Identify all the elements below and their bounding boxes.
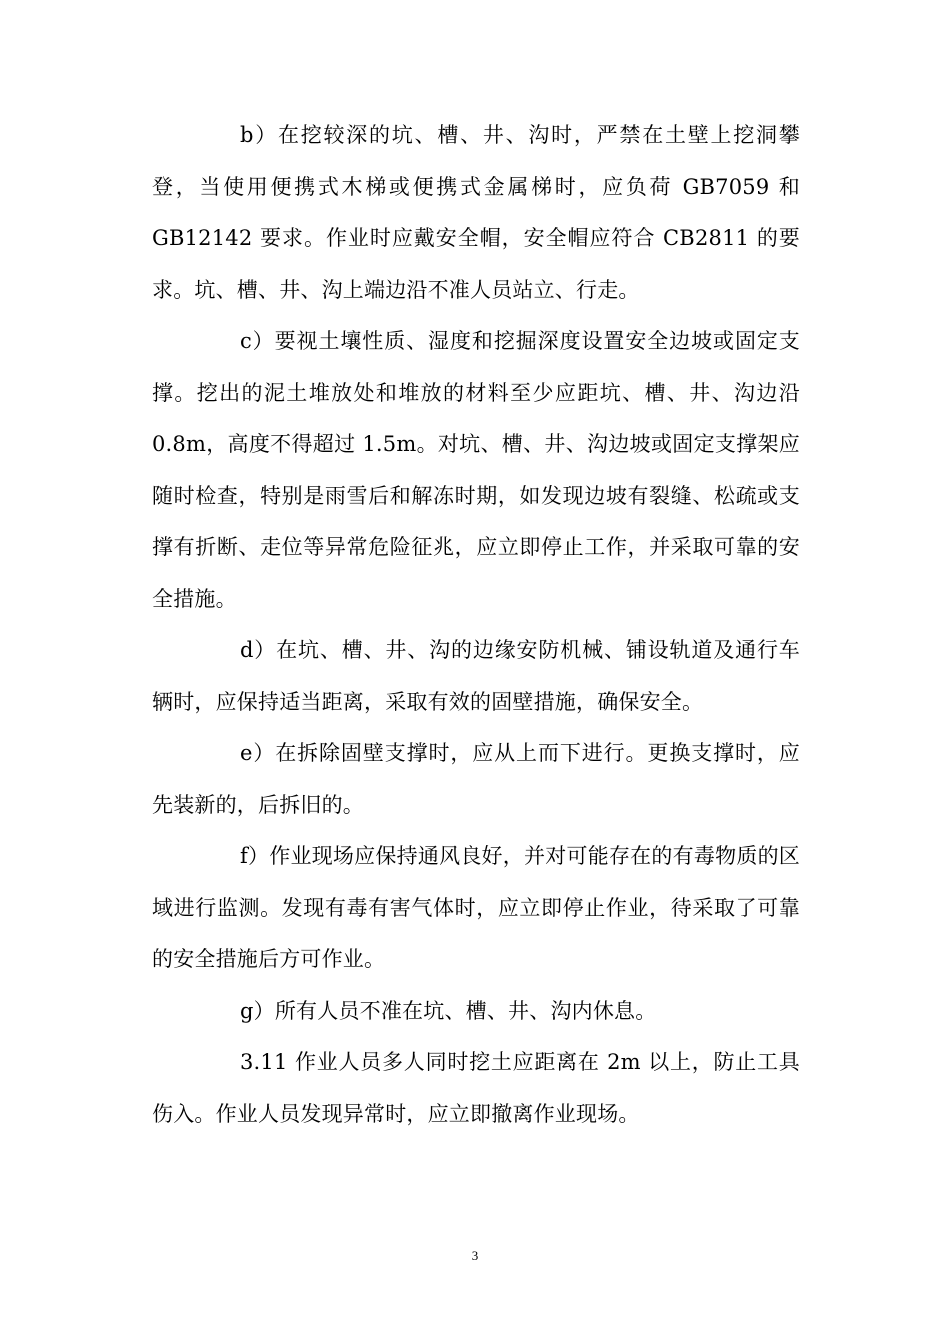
paragraph-f: f）作业现场应保持通风良好，并对可能存在的有毒物质的区域进行监测。发现有毒有害气体时，应立即停止作业，待采取了可靠的安全措施后方可作业。 [152,844,800,971]
paragraph-c: c）要视土壤性质、湿度和挖掘深度设置安全边坡或固定支撑。挖出的泥土堆放处和堆放的材料至少应距坑、槽、井、沟边沿 0.8m，高度不得超过 1.5m。对坑、槽、井、沟边坡或固定支撑架应随时检查，特别是雨雪后和解冻时期，如发现边坡有裂缝、松疏或支撑有折断、走位等异常危险征兆，应立即停止工作，并采取可靠的安全措施。 [152,329,800,611]
paragraph-3-11: 3.11 作业人员多人同时挖土应距离在 2m 以上，防止工具伤入。作业人员发现异常时，应立即撤离作业现场。 [152,1050,800,1126]
body-text [152,110,800,1140]
paragraph-d: d）在坑、槽、井、沟的边缘安防机械、铺设轨道及通行车辆时，应保持适当距离，采取有效的固壁措施，确保安全。 [152,638,800,714]
paragraph-e: e）在拆除固壁支撑时，应从上而下进行。更换支撑时，应先装新的，后拆旧的。 [152,741,800,817]
paragraph-g: g）所有人员不准在坑、槽、井、沟内休息。 [240,998,657,1023]
paragraph-b: b）在挖较深的坑、槽、井、沟时，严禁在土壁上挖洞攀登，当使用便携式木梯或便携式金属梯时，应负荷 GB7059 和 GB12142 要求。作业时应戴安全帽，安全帽应符合 CB2811 的要求。坑、槽、井、沟上端边沿不准人员站立、行走。 [152,123,800,302]
page-number: 3 [471,1248,479,1263]
